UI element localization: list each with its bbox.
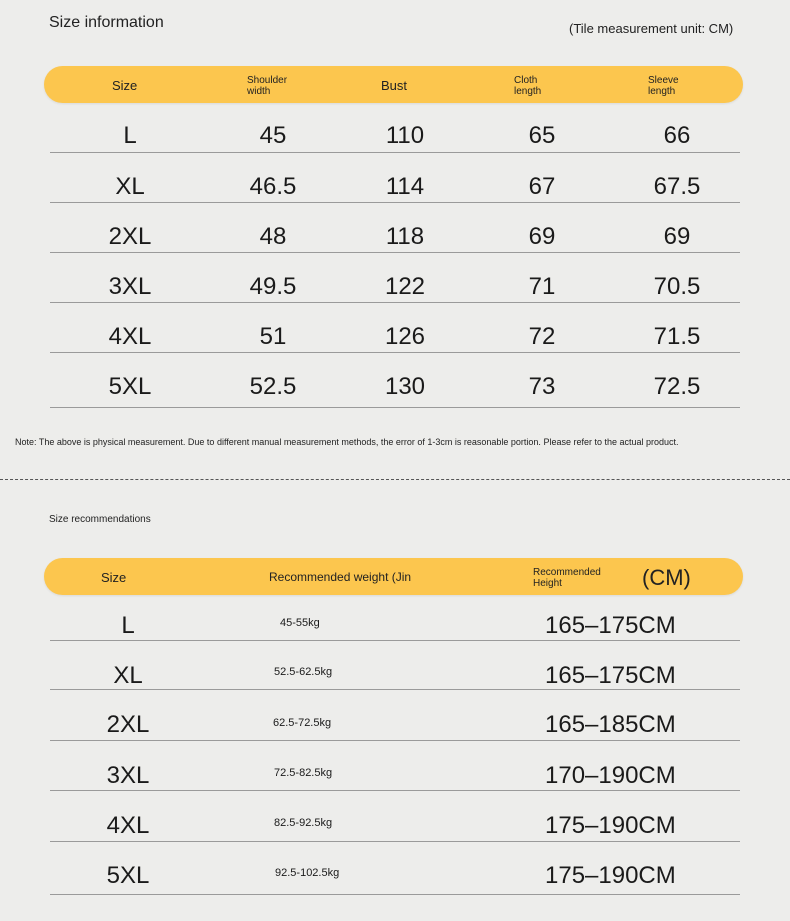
cell-size: 5XL xyxy=(108,373,152,400)
cell-sleeve: 71.5 xyxy=(653,323,701,350)
cell-sleeve: 66 xyxy=(663,122,691,149)
header-cloth-line2: length xyxy=(514,86,542,97)
table-row xyxy=(50,110,740,153)
cell-bust: 126 xyxy=(384,323,426,350)
table-row xyxy=(50,689,740,741)
rec-cell-height: 165–185CM xyxy=(545,711,676,738)
header-size: Size xyxy=(112,78,138,93)
cell-sleeve: 72.5 xyxy=(653,373,701,400)
cell-size: XL xyxy=(115,173,145,200)
cell-size: 4XL xyxy=(108,323,152,350)
cell-size: 2XL xyxy=(108,223,152,250)
rec-cell-height: 170–190CM xyxy=(545,762,676,789)
measurement-note: Note: The above is physical measurement. Due to different manual measurement methods, the error of 1-3cm is reasonable portion. Please refer to the actual product. xyxy=(15,437,679,447)
unit-note: (Tile measurement unit: CM) xyxy=(569,21,734,36)
cell-shoulder: 48 xyxy=(259,223,287,250)
size-rec-title: Size recommendations xyxy=(49,514,151,525)
rec-cell-size: 3XL xyxy=(106,762,150,789)
rec-cell-size: 2XL xyxy=(106,711,150,738)
cell-shoulder: 49.5 xyxy=(249,273,297,300)
cell-shoulder: 46.5 xyxy=(249,173,297,200)
table-row xyxy=(50,841,740,895)
table-row xyxy=(50,352,740,408)
cell-size: L xyxy=(123,122,137,149)
header-rec-height-line2: Height xyxy=(533,578,562,589)
table-row xyxy=(50,302,740,353)
cell-cloth: 72 xyxy=(528,323,556,350)
rec-cell-weight: 82.5-92.5kg xyxy=(274,817,333,829)
cell-cloth: 73 xyxy=(528,373,556,400)
rec-cell-weight: 92.5-102.5kg xyxy=(275,867,340,879)
cell-cloth: 69 xyxy=(528,223,556,250)
header-cloth xyxy=(514,75,541,97)
header-sleeve-line2: length xyxy=(648,86,676,97)
table-row xyxy=(50,252,740,303)
rec-cell-weight: 62.5-72.5kg xyxy=(273,717,332,729)
table-row xyxy=(50,202,740,253)
rec-cell-weight: 45-55kg xyxy=(280,617,320,629)
cell-sleeve: 70.5 xyxy=(653,273,701,300)
rec-cell-height: 175–190CM xyxy=(545,862,676,889)
table-row xyxy=(50,790,740,842)
size-info-title: Size information xyxy=(49,14,164,31)
cell-bust: 118 xyxy=(385,223,425,250)
table-row xyxy=(50,152,740,203)
rec-cell-height: 165–175CM xyxy=(545,662,676,689)
header-sleeve xyxy=(648,75,679,97)
header-shoulder xyxy=(247,75,287,97)
header-shoulder-line1: Shoulder xyxy=(247,75,288,86)
size-rec-header xyxy=(44,558,743,595)
header-bust: Bust xyxy=(381,78,408,93)
size-info-header xyxy=(44,66,743,103)
cell-bust: 110 xyxy=(385,122,425,149)
rec-cell-weight: 52.5-62.5kg xyxy=(274,666,333,678)
header-rec-size: Size xyxy=(101,570,127,585)
cell-size: 3XL xyxy=(108,273,152,300)
cell-sleeve: 69 xyxy=(663,223,691,250)
table-row xyxy=(50,640,740,690)
rec-cell-size: 5XL xyxy=(106,862,150,889)
cell-shoulder: 45 xyxy=(259,122,287,149)
header-rec-weight: Recommended weight (Jin xyxy=(269,570,412,584)
cell-shoulder: 51 xyxy=(259,323,287,350)
table-row xyxy=(50,600,740,641)
header-rec-height-unit: (CM) xyxy=(642,565,691,590)
header-shoulder-line2: width xyxy=(247,86,271,97)
rec-cell-height: 165–175CM xyxy=(545,612,676,639)
cell-shoulder: 52.5 xyxy=(249,373,297,400)
cell-bust: 130 xyxy=(384,373,426,400)
cell-cloth: 71 xyxy=(528,273,556,300)
header-rec-height-line1: Recommended xyxy=(533,567,601,578)
cell-cloth: 65 xyxy=(528,122,556,149)
header-rec-height xyxy=(533,567,601,589)
table-row xyxy=(50,740,740,791)
rec-cell-weight: 72.5-82.5kg xyxy=(274,767,333,779)
cell-cloth: 67 xyxy=(528,173,556,200)
header-cloth-line1: Cloth xyxy=(514,75,538,86)
section-divider xyxy=(0,479,790,480)
rec-cell-size: 4XL xyxy=(106,812,150,839)
rec-cell-size: XL xyxy=(113,662,143,689)
rec-cell-height: 175–190CM xyxy=(545,812,676,839)
cell-bust: 122 xyxy=(384,273,426,300)
cell-bust: 114 xyxy=(385,173,425,200)
rec-cell-size: L xyxy=(121,612,135,639)
header-sleeve-line1: Sleeve xyxy=(648,75,679,86)
cell-sleeve: 67.5 xyxy=(653,173,701,200)
